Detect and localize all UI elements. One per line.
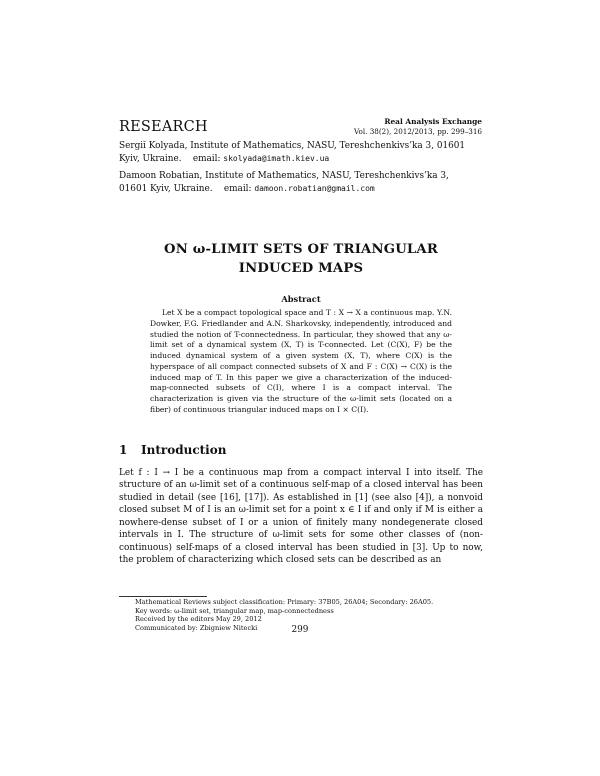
journal-name: Real Analysis Exchange [384,117,482,126]
author-1-affiliation: Sergiĭ Kolyada, Institute of Mathematics, NASU, Tereshchenkivs’ka 3, 01601 [119,141,466,151]
author-2-email[interactable]: damoon.robatian@gmail.com [254,183,375,193]
abstract-heading: Abstract [281,294,321,304]
footnote-received: Received by the editors May 29, 2012 [135,615,262,623]
author-2-affiliation: Damoon Robatian, Institute of Mathematics, NASU, Tereshchenkivs’ka 3, [119,171,449,181]
footnote-keywords: Key words: ω-limit set, triangular map, map-connectedness [135,606,334,615]
author-2 [119,170,483,195]
author-1 [119,140,483,165]
author-1-contact [119,153,483,166]
paper-title [119,241,483,278]
title-line-1: ON ω-LIMIT SETS OF TRIANGULAR [164,242,438,257]
section-number: 1 [119,443,128,457]
page-number: 299 [291,625,309,635]
author-2-location: 01601 Kyiv, Ukraine. email: [119,183,255,194]
introduction-text: Let f : I → I be a continuous map from a compact interval I into itself. The structure of an ω-limit set of a continuous self-map of a closed interval has been studied in detail (see [16], [17]). As established in [1] (see also [4]), a nonvoid closed subset M of I is an ω-limit set for a point x ∈ I if and only if M is either a nowhere-dense subset of I or a union of finitely many nondegenerate closed intervals in I. The structure of ω-limit sets for some other classes of (non-continuous) self-maps of a closed interval has been studied in [3]. Up to now, the problem of characterizing which closed sets can be described as an [119,468,483,566]
journal-volume: Vol. 38(2), 2012/2013, pp. 299–316 [354,126,482,136]
footnote-communicated: Communicated by: Zbigniew Nitecki [135,623,258,632]
section-title: Introduction [141,443,227,457]
title-line-2: INDUCED MAPS [238,260,364,276]
footnote-msc: Mathematical Reviews subject classification: Primary: 37B05, 26A04; Secondary: 26A05. [135,598,434,606]
abstract-text: Let X be a compact topological space and T : X → X a continuous map. Y.N. Dowker, F.G. Friedlander and A.N. Sharkovsky, independently, introduced and studied the notion of T-connectedness. In particular, they showed that any ω-limit set of a dynamical system (X, T) is T-connected. Let (C(X), F) be the induced dynamical system of a given system (X, T), where C(X) is the hyperspace of all compact connected subsets of X and F : C(X) → C(X) is the induced map of T. In this paper we give a characterization of the induced-map-connected subsets of C(I), where I is a compact interval. The characterization is given via the structure of the ω-limit sets (located on a fiber) of continuous triangular induced maps on I × C(I). [150,308,452,414]
author-1-email[interactable]: skolyada@imath.kiev.ua [223,153,330,163]
journal-info [354,117,482,136]
author-1-location: Kyiv, Ukraine. email: [119,153,224,164]
section-label: RESEARCH [119,119,208,135]
footnote-rule [119,596,207,597]
author-2-contact [119,183,483,196]
